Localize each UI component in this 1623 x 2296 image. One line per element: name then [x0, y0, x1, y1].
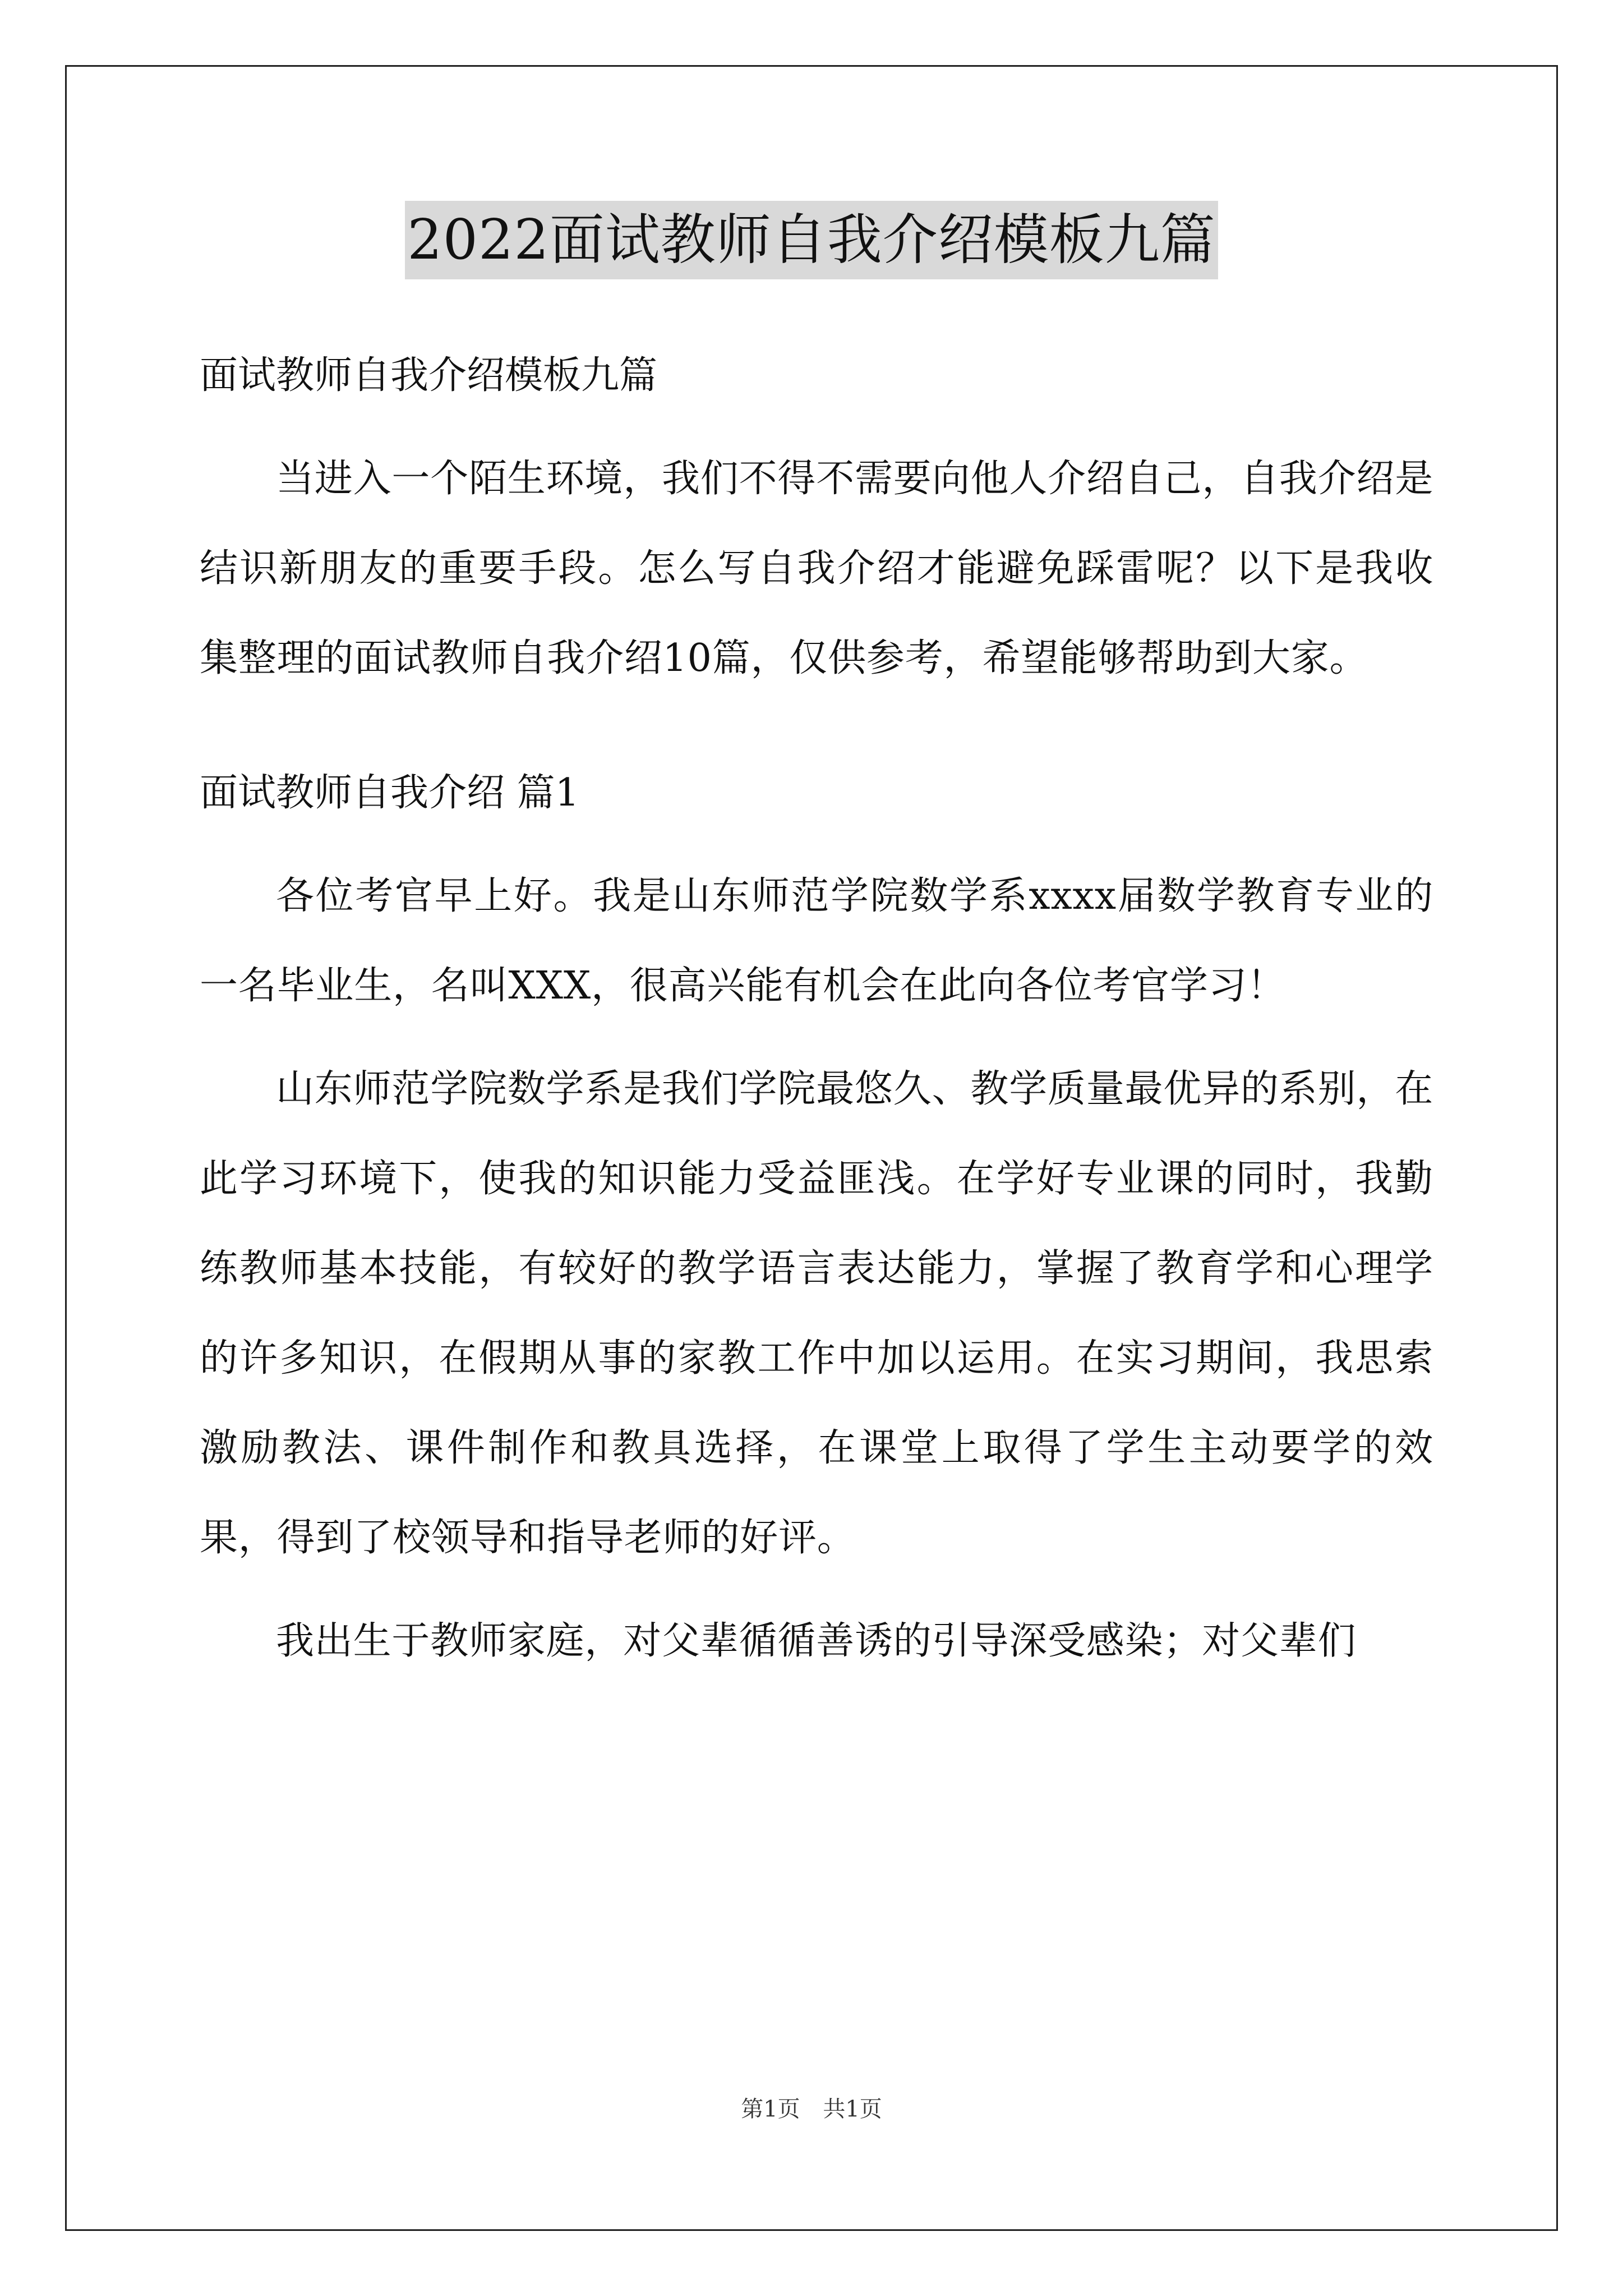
spacer — [200, 703, 1433, 748]
title-container — [0, 201, 1623, 279]
page-number-total: 共1页 — [823, 2096, 882, 2122]
body-paragraph-3: 我出生于教师家庭，对父辈循循善诱的引导深受感染；对父辈们 — [276, 1619, 1357, 1663]
page-number-current: 第1页 — [741, 2096, 800, 2122]
section-heading: 面试教师自我介绍 篇1 — [200, 771, 579, 815]
intro-paragraph: 当进入一个陌生环境，我们不得不需要向他人介绍自己，自我介绍是结识新朋友的重要手段。怎么写自我介绍才能避免踩雷呢？以下是我收集整理的面试教师自我介绍10篇，仅供参考，希望能够帮助到大家。 — [200, 457, 1434, 680]
body-paragraph-2: 山东师范学院数学系是我们学院最悠久、教学质量最优异的系别，在此学习环境下，使我的知识能力受益匪浅。在学好专业课的同时，我勤练教师基本技能，有较好的教学语言表达能力，掌握了教育学和心理学的许多知识，在假期从事的家教工作中加以运用。在实习期间，我思索激励教法、课件制作和教具选择，在课堂上取得了学生主动要学的效果，得到了校领导和指导老师的好评。 — [200, 1067, 1434, 1560]
document-subtitle: 面试教师自我介绍模板九篇 — [200, 353, 658, 398]
page-footer — [0, 2091, 1623, 2123]
spacer — [200, 838, 1433, 852]
document-body — [200, 331, 1433, 1686]
spacer — [200, 1583, 1433, 1596]
spacer — [200, 421, 1433, 434]
document-title: 2022面试教师自我介绍模板九篇 — [405, 201, 1218, 279]
body-paragraph-1: 各位考官早上好。我是山东师范学院数学系xxxx届数学教育专业的一名毕业生，名叫XXX，很高兴能有机会在此向各位考官学习！ — [200, 874, 1433, 1008]
spacer — [200, 1031, 1433, 1045]
